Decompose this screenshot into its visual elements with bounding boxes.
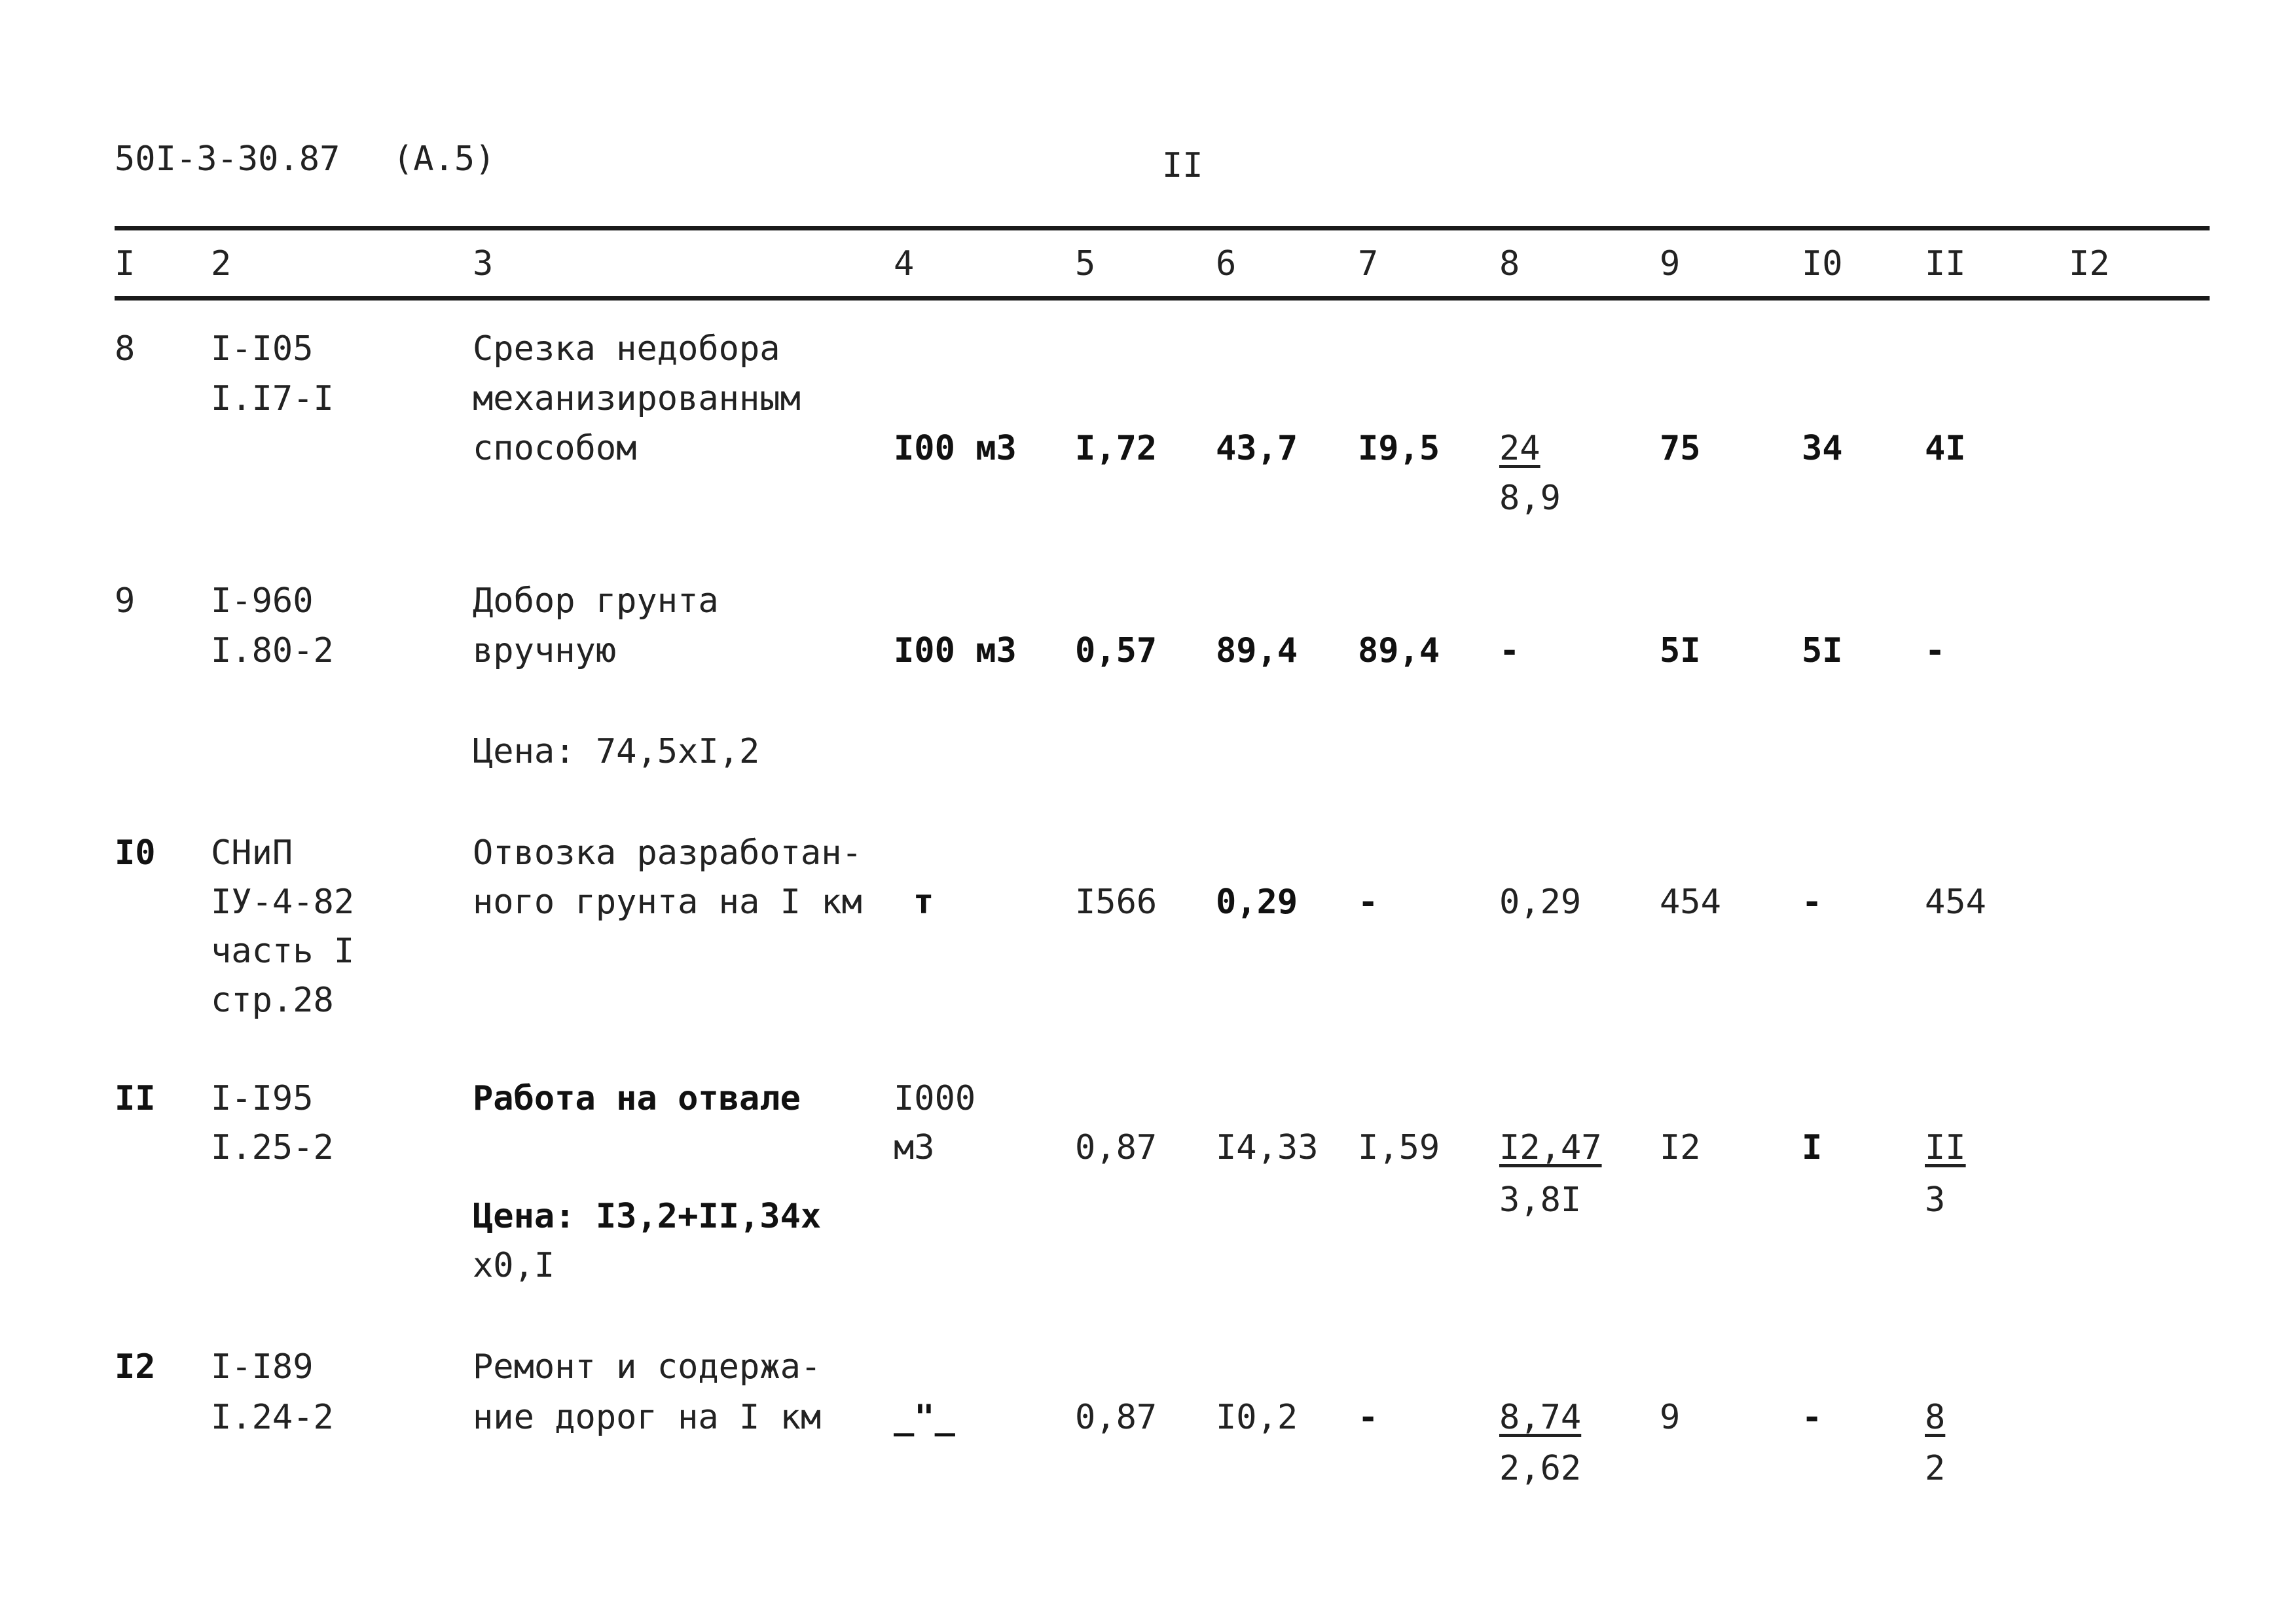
- work-description: Работа на отвале: [473, 1079, 801, 1118]
- row-number: II: [115, 1079, 156, 1118]
- total-machine: -: [1925, 631, 1946, 670]
- work-description: ние дорог на I км: [473, 1398, 822, 1437]
- col-header: 8: [1499, 244, 1520, 283]
- work-description: Срезка недобора: [473, 329, 780, 369]
- machine-wage: 3,8I: [1499, 1180, 1582, 1220]
- work-description: способом: [473, 429, 637, 468]
- total-wage: 5I: [1802, 631, 1843, 670]
- machine-cost: -: [1499, 631, 1520, 670]
- machine-cost: I2,47: [1499, 1128, 1602, 1167]
- total-cost: I2: [1660, 1128, 1701, 1167]
- reference-code: I.25-2: [211, 1128, 334, 1167]
- total-wage: I: [1802, 1128, 1823, 1167]
- table-top-rule: [115, 226, 2210, 230]
- reference-code: I.24-2: [211, 1398, 334, 1437]
- quantity: 0,87: [1075, 1128, 1157, 1167]
- work-description: Ремонт и содержа-: [473, 1347, 822, 1387]
- unit: I00 м3: [894, 631, 1017, 670]
- total-machine-wage: 3: [1925, 1180, 1946, 1220]
- quantity: I566: [1075, 883, 1157, 922]
- unit: I000: [894, 1079, 976, 1118]
- header-bottom-rule: [115, 296, 2210, 301]
- row-number: I0: [115, 833, 156, 873]
- col-header: I2: [2069, 244, 2110, 283]
- total-wage: -: [1802, 883, 1823, 922]
- col-header: 9: [1660, 244, 1681, 283]
- unit-cost: I0,2: [1216, 1398, 1298, 1437]
- reference-code: СНиП: [211, 833, 293, 873]
- reference-code: I-I95: [211, 1079, 314, 1118]
- quantity: I,72: [1075, 429, 1157, 468]
- col-header: 5: [1075, 244, 1096, 283]
- col-header: I: [115, 244, 136, 283]
- col-header: 6: [1216, 244, 1237, 283]
- price-note: Цена: 74,5хI,2: [473, 732, 760, 771]
- work-description: Отвозка разработан-: [473, 833, 862, 873]
- wage-cost: I9,5: [1358, 429, 1440, 468]
- unit-cost: 89,4: [1216, 631, 1298, 670]
- machine-cost: 8,74: [1499, 1398, 1582, 1437]
- col-header: II: [1925, 244, 1966, 283]
- total-wage: 34: [1802, 429, 1843, 468]
- wage-cost: 89,4: [1358, 631, 1440, 670]
- total-machine: 4I: [1925, 429, 1966, 468]
- unit: _"_: [894, 1398, 955, 1437]
- total-cost: 5I: [1660, 631, 1701, 670]
- unit-cost: 43,7: [1216, 429, 1298, 468]
- unit-cost: 0,29: [1216, 883, 1298, 922]
- machine-wage: 8,9: [1499, 479, 1561, 518]
- album-ref: (А.5): [393, 139, 496, 179]
- total-cost: 454: [1660, 883, 1721, 922]
- col-header: 3: [473, 244, 494, 283]
- reference-code: I-I05: [211, 329, 314, 369]
- col-header: 7: [1358, 244, 1379, 283]
- unit-cost: I4,33: [1216, 1128, 1319, 1167]
- wage-cost: -: [1358, 1398, 1379, 1437]
- document-code: 50I-3-30.87: [115, 139, 340, 179]
- row-number: 9: [115, 581, 136, 621]
- total-cost: 9: [1660, 1398, 1681, 1437]
- total-machine: 454: [1925, 883, 1986, 922]
- work-description: ного грунта на I км: [473, 883, 862, 922]
- total-machine-wage: 2: [1925, 1449, 1946, 1488]
- machine-cost: 0,29: [1499, 883, 1582, 922]
- machine-wage: 2,62: [1499, 1449, 1582, 1488]
- page-number: II: [1162, 146, 1203, 185]
- reference-code: IУ-4-82: [211, 883, 355, 922]
- col-header: I0: [1802, 244, 1843, 283]
- reference-code: I.I7-I: [211, 379, 334, 418]
- total-machine: 8: [1925, 1398, 1946, 1437]
- work-description: Добор грунта: [473, 581, 719, 621]
- total-wage: -: [1802, 1398, 1823, 1437]
- reference-code: I-960: [211, 581, 314, 621]
- row-number: 8: [115, 329, 136, 369]
- total-cost: 75: [1660, 429, 1701, 468]
- reference-code: часть I: [211, 932, 355, 971]
- reference-code: стр.28: [211, 981, 334, 1020]
- col-header: 2: [211, 244, 232, 283]
- quantity: 0,87: [1075, 1398, 1157, 1437]
- machine-cost: 24: [1499, 429, 1540, 468]
- quantity: 0,57: [1075, 631, 1157, 670]
- reference-code: I-I89: [211, 1347, 314, 1387]
- wage-cost: I,59: [1358, 1128, 1440, 1167]
- unit: т: [913, 883, 934, 922]
- work-description: вручную: [473, 631, 617, 670]
- reference-code: I.80-2: [211, 631, 334, 670]
- price-note-continued: х0,I: [473, 1246, 555, 1285]
- row-number: I2: [115, 1347, 156, 1387]
- unit: I00 м3: [894, 429, 1017, 468]
- total-machine: II: [1925, 1128, 1966, 1167]
- price-note: Цена: I3,2+II,34х: [473, 1197, 822, 1236]
- work-description: механизированным: [473, 379, 801, 418]
- col-header: 4: [894, 244, 915, 283]
- wage-cost: -: [1358, 883, 1379, 922]
- unit: м3: [894, 1128, 935, 1167]
